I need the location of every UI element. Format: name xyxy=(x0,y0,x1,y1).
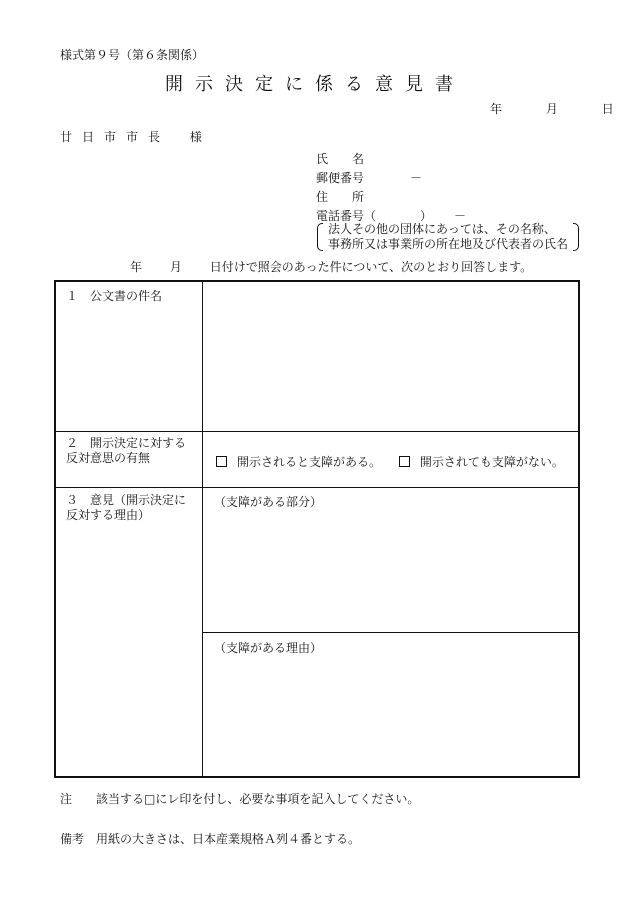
corporation-note-line1: 法人その他の団体にあっては、その名称、 xyxy=(328,222,556,236)
date-year: 年 xyxy=(490,102,503,116)
postal-dash: － xyxy=(410,171,423,185)
footer-remark: 備考 用紙の大きさは、日本産業規格Ａ列４番とする。 xyxy=(60,832,361,846)
phone-label: 電話番号（ xyxy=(316,209,377,223)
address-row xyxy=(316,188,376,207)
row-divider-3 xyxy=(202,632,578,633)
document-title: 開示決定に係る意見書 xyxy=(165,74,465,95)
postal-row xyxy=(316,169,423,188)
address-label: 住 所 xyxy=(316,190,365,204)
intro-sentence xyxy=(130,258,532,275)
subject-label: １ 公文書の件名 xyxy=(66,289,163,303)
intro-year: 年 xyxy=(130,260,143,274)
corporation-note-line2: 事務所又は事業所の所在地及び代表者の氏名 xyxy=(328,237,569,251)
intro-text: 日付けで照会のあった件について、次のとおり回答します。 xyxy=(209,260,533,274)
hindrance-reason-label: （支障がある理由） xyxy=(214,641,323,655)
applicant-block xyxy=(316,150,467,226)
corporation-note xyxy=(316,222,580,252)
form-number: 様式第９号（第６条関係） xyxy=(60,48,205,62)
name-label: 氏 名 xyxy=(316,152,365,166)
checkbox-no-hindrance[interactable] xyxy=(399,456,410,467)
option-hindrance-label: 開示されると支障がある。 xyxy=(237,455,382,469)
footer-note: 注 該当する□にレ印を付し、必要な事項を記入してください。 xyxy=(60,792,420,806)
objection-options xyxy=(216,453,564,470)
checkbox-hindrance[interactable] xyxy=(216,456,227,467)
date-line xyxy=(490,100,614,117)
row-divider-2 xyxy=(56,487,578,488)
phone-close-paren: ） xyxy=(420,209,433,223)
phone-dash: － xyxy=(454,209,467,223)
date-day: 日 xyxy=(601,102,614,116)
recipient-suffix: 様 xyxy=(189,130,212,144)
recipient xyxy=(60,128,212,145)
recipient-name: 廿日市市長 xyxy=(60,130,171,144)
opinion-label: ３ 意見（開示決定に反対する理由） xyxy=(66,493,187,522)
option-no-hindrance-label: 開示されても支障がない。 xyxy=(419,455,564,469)
column-divider xyxy=(202,282,203,776)
row-divider-1 xyxy=(56,431,578,432)
postal-label: 郵便番号 xyxy=(316,171,365,185)
date-month: 月 xyxy=(545,102,558,116)
opinion-table xyxy=(54,280,580,778)
objection-label: ２ 開示決定に対する反対意思の有無 xyxy=(66,436,187,465)
hindrance-part-label: （支障がある部分） xyxy=(214,495,323,509)
intro-month: 月 xyxy=(169,260,182,274)
name-row xyxy=(316,150,376,169)
